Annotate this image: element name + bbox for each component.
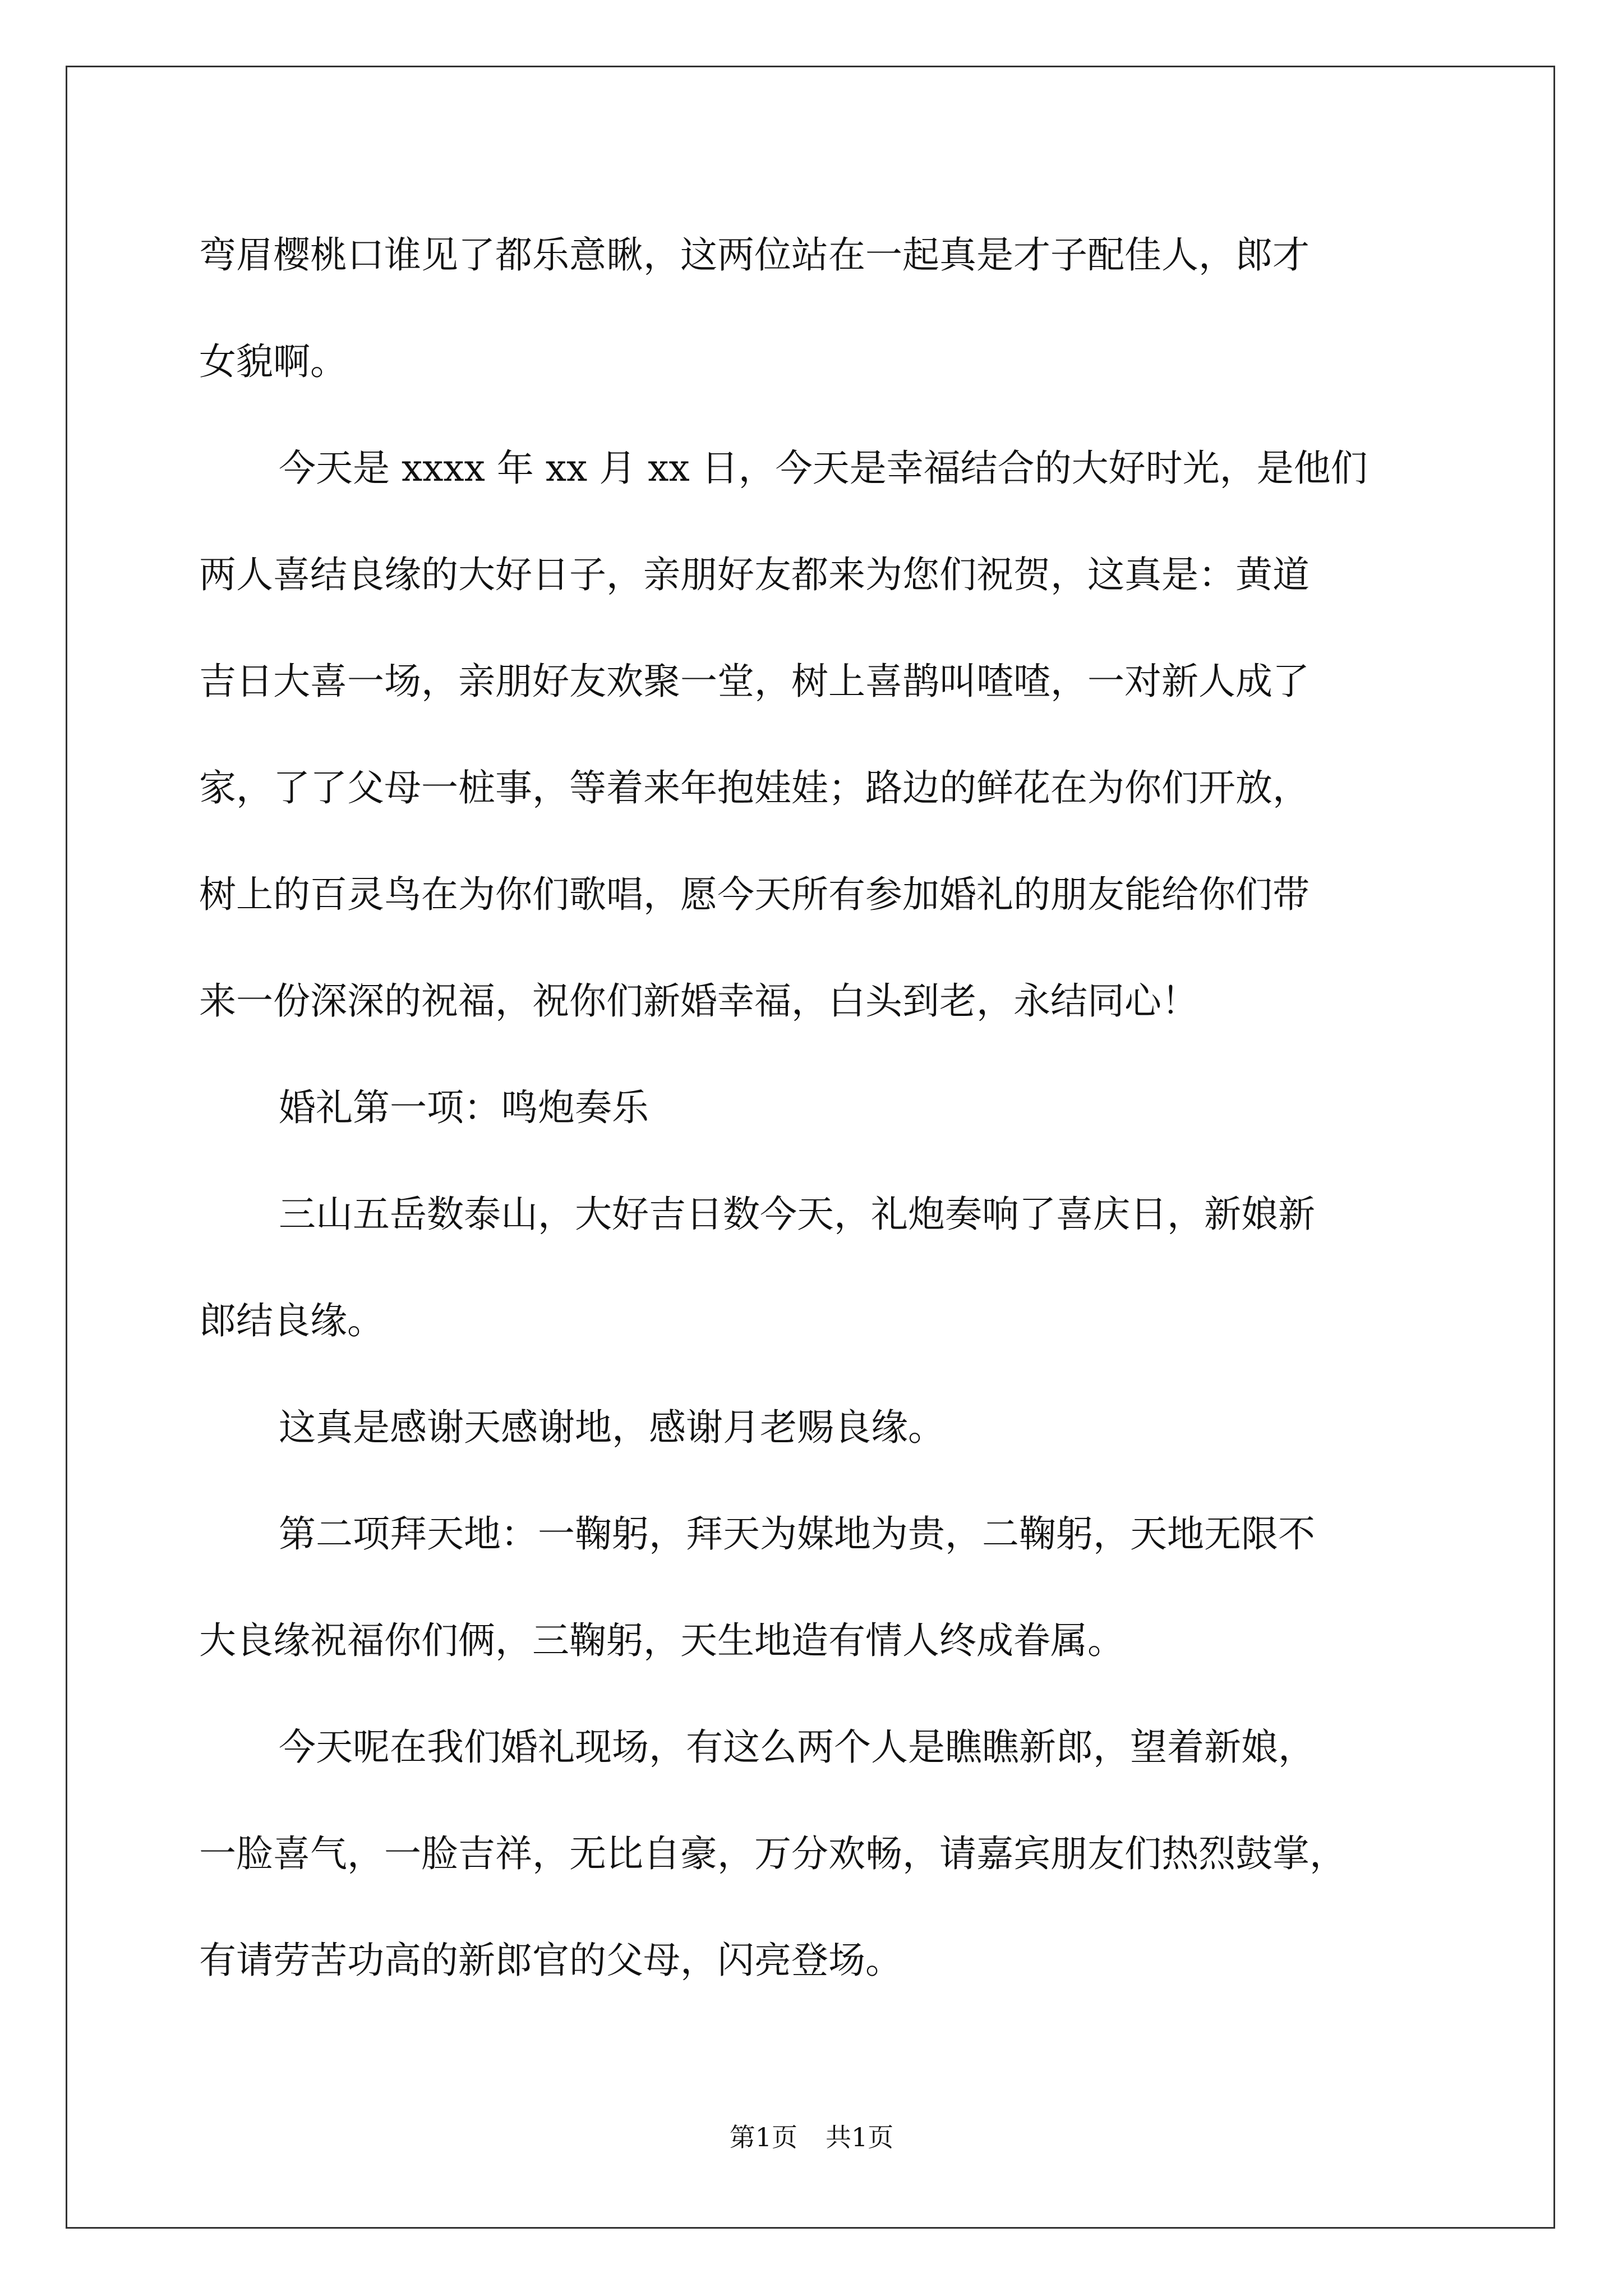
text-line: 吉日大喜一场，亲朋好友欢聚一堂，树上喜鹊叫喳喳，一对新人成了 xyxy=(199,660,1310,703)
page-footer xyxy=(0,2120,1623,2154)
paragraph-start-line: 这真是感谢天感谢地，感谢月老赐良缘。 xyxy=(279,1406,945,1449)
text-line: 一脸喜气，一脸吉祥，无比自豪，万分欢畅，请嘉宾朋友们热烈鼓掌， xyxy=(199,1832,1347,1875)
text-line: 大良缘祝福你们俩，三鞠躬，天生地造有情人终成眷属。 xyxy=(199,1619,1124,1662)
text-line: 家，了了父母一桩事，等着来年抱娃娃；路边的鲜花在为你们开放， xyxy=(199,766,1310,809)
paragraph-start-line: 今天呢在我们婚礼现场，有这么两个人是瞧瞧新郎，望着新娘， xyxy=(279,1726,1315,1769)
page-number: 第1页 xyxy=(729,2122,797,2152)
paragraph-start-line: 第二项拜天地：一鞠躬，拜天为媒地为贵，二鞠躬，天地无限不 xyxy=(279,1512,1315,1556)
paragraph-start-line: 三山五岳数泰山，大好吉日数今天，礼炮奏响了喜庆日，新娘新 xyxy=(279,1193,1315,1236)
paragraph-start-line: 今天是 xxxx 年 xx 月 xx 日，今天是幸福结合的大好时光，是他们 xyxy=(279,447,1368,490)
text-line: 女貌啊。 xyxy=(199,340,347,383)
text-line: 来一份深深的祝福，祝你们新婚幸福，白头到老，永结同心！ xyxy=(199,979,1198,1023)
text-line: 树上的百灵鸟在为你们歌唱，愿今天所有参加婚礼的朋友能给你们带 xyxy=(199,873,1310,916)
document-body xyxy=(199,202,1427,2014)
text-line: 弯眉樱桃口谁见了都乐意瞅，这两位站在一起真是才子配佳人，郎才 xyxy=(199,233,1310,277)
text-line: 两人喜结良缘的大好日子，亲朋好友都来为您们祝贺，这真是：黄道 xyxy=(199,553,1310,596)
text-line: 有请劳苦功高的新郎官的父母，闪亮登场。 xyxy=(199,1939,902,1982)
page-total: 共1页 xyxy=(826,2122,894,2152)
section-heading-line: 婚礼第一项：鸣炮奏乐 xyxy=(279,1086,649,1129)
text-line: 郎结良缘。 xyxy=(199,1299,384,1342)
